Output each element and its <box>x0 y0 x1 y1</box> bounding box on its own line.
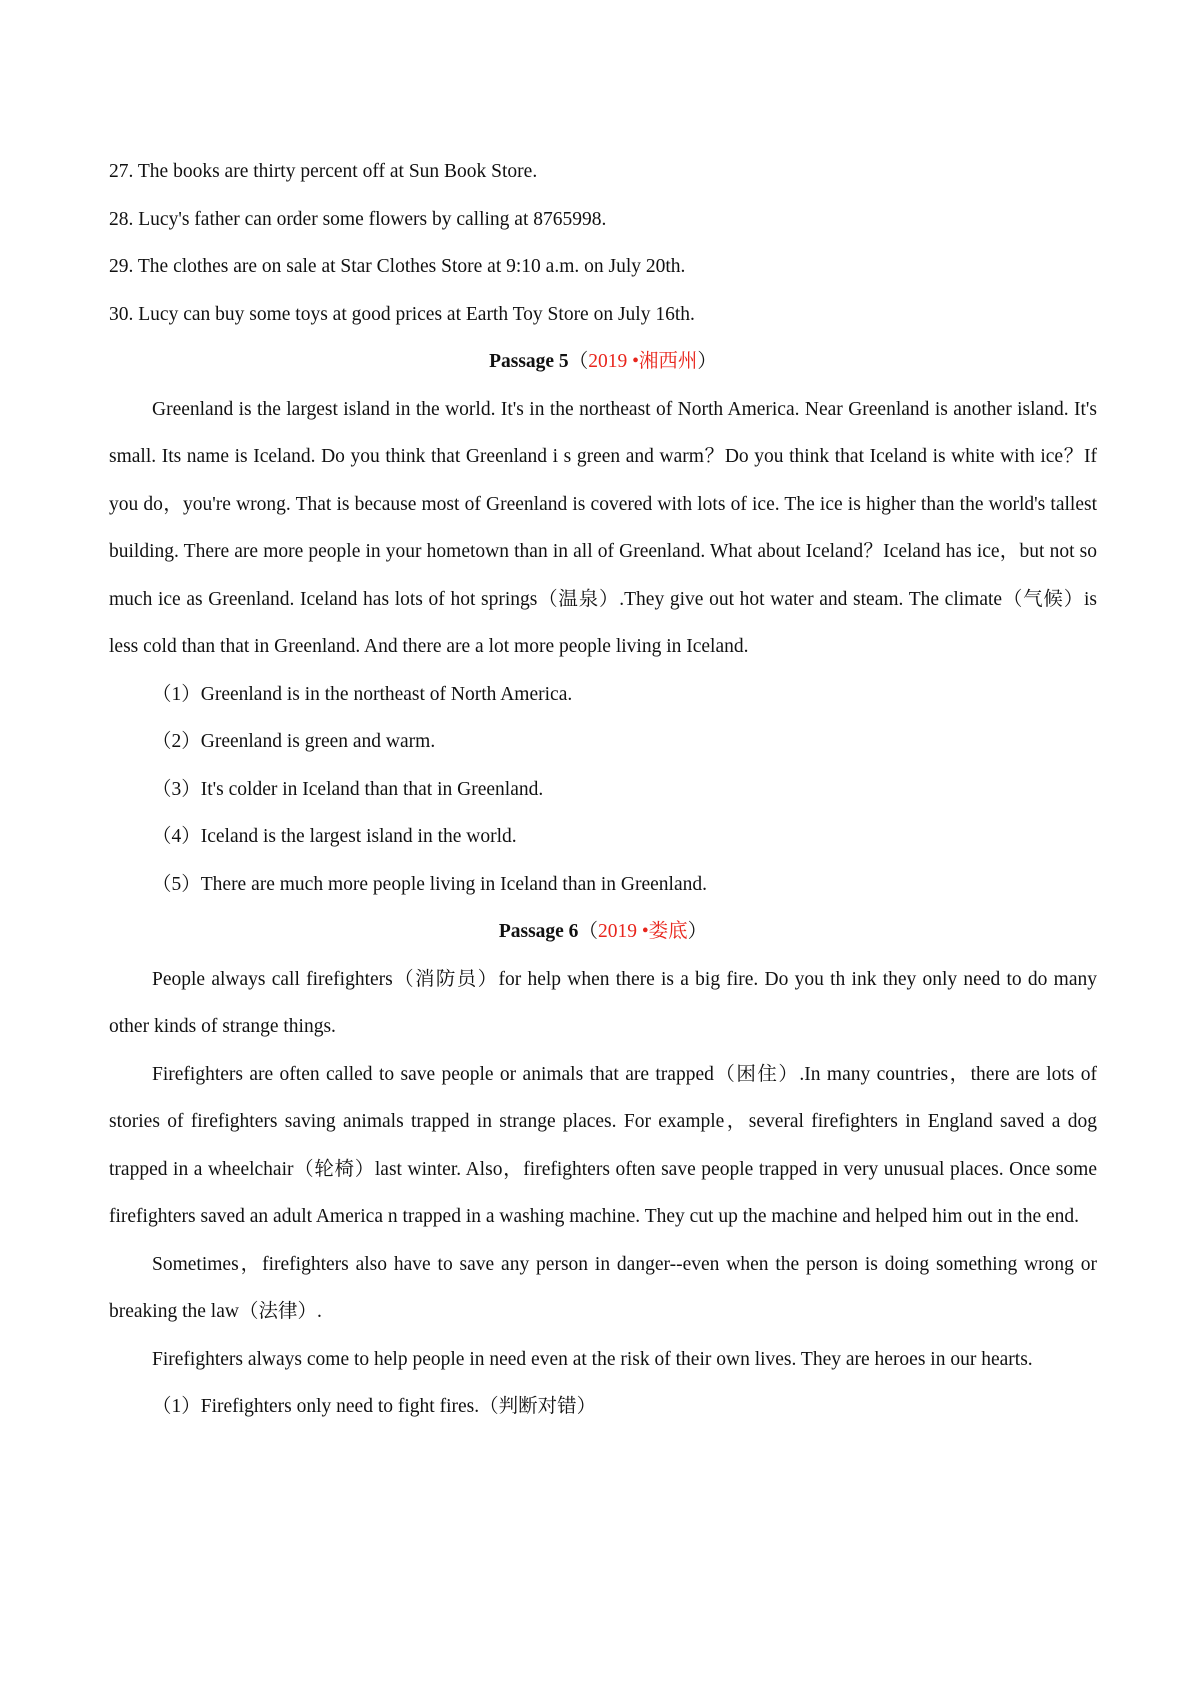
passage-5-question-3: （3）It's colder in Iceland than that in Greenland. <box>152 778 544 800</box>
passage-6-paragraph-4: Firefighters always come to help people in need even at the risk of their own lives. They are heroes in our hearts. <box>152 1348 1033 1370</box>
passage-5-question-1: （1）Greenland is in the northeast of North America. <box>152 683 573 705</box>
prev-item-29: 29. The clothes are on sale at Star Clothes Store at 9:10 a.m. on July 20th. <box>109 256 686 277</box>
passage-6-source: 2019 •娄底 <box>597 921 688 942</box>
passage-6-paragraph-1: People always call firefighters（消防员）for help when there is a big fire. Do you th ink they only need to do many other kinds of strange things. <box>109 968 1097 1037</box>
passage-5-question-5: （5）There are much more people living in Iceland than in Greenland. <box>152 873 708 895</box>
prev-item-27: 27. The books are thirty percent off at Sun Book Store. <box>109 161 538 182</box>
prev-item-28: 28. Lucy's father can order some flowers by calling at 8765998. <box>109 208 607 230</box>
passage-5-title: Passage 5 <box>489 351 569 372</box>
passage-6-heading <box>109 908 1097 956</box>
passage-5-open-paren: （ <box>568 351 589 372</box>
passage-6-open-paren: （ <box>578 921 598 942</box>
passage-6-close-paren: ） <box>687 921 708 942</box>
passage-5-source: 2019 •湘西州 <box>588 351 698 372</box>
passage-5-body: Greenland is the largest island in the world. It's in the northeast of North America. Near Greenland is another island. It's small. Its name is Iceland. Do you think that Greenland i s green and warm？Do you think that Iceland is white with ice？If you do，you're wrong. That is because most of Greenland is covered with lots of ice. The ice is higher than the world's tallest building. There are more people in your hometown than in all of Greenland. What about Iceland？Iceland has ice，but not so much ice as Greenland. Iceland has lots of hot springs（温泉）.They give out hot water and steam. The climate（气候）is less cold than that in Greenland. And there are a lot more people living in Iceland. <box>109 398 1097 657</box>
passage-6-title: Passage 6 <box>498 921 579 942</box>
passage-5-heading <box>109 338 1097 386</box>
passage-5-question-4: （4）Iceland is the largest island in the world. <box>152 826 517 847</box>
passage-5-question-2: （2）Greenland is green and warm. <box>152 731 436 752</box>
prev-item-30: 30. Lucy can buy some toys at good prices at Earth Toy Store on July 16th. <box>109 303 695 325</box>
document-page <box>109 148 1097 1431</box>
passage-6-paragraph-2: Firefighters are often called to save people or animals that are trapped（困住）.In many countries，there are lots of stories of firefighters saving animals trapped in strange places. For example，several firefighters in England saved a dog trapped in a wheelchair（轮椅）last winter. Also，firefighters often save people trapped in very unusual places. Once some firefighters saved an adult America n trapped in a washing machine. They cut up the machine and helped him out in the end. <box>109 1063 1097 1227</box>
passage-5-close-paren: ） <box>697 351 717 372</box>
passage-6-question-1: （1）Firefighters only need to fight fires.（判断对错） <box>152 1396 597 1417</box>
passage-6-paragraph-3: Sometimes，firefighters also have to save any person in danger--even when the person is doing something wrong or breaking the law（法律）. <box>109 1253 1097 1322</box>
